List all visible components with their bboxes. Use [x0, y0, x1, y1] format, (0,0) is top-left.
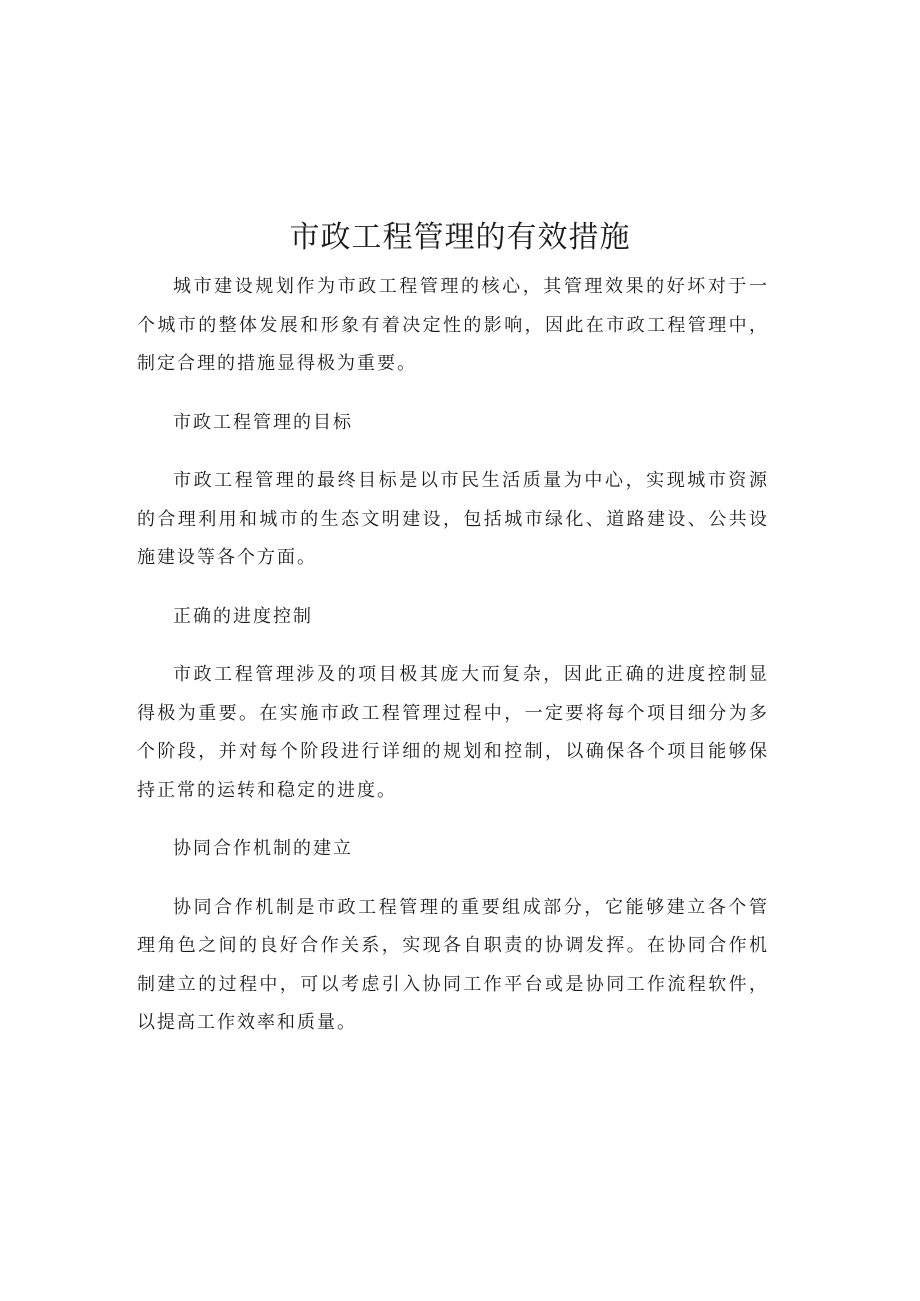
section-paragraph-goal: 市政工程管理的最终目标是以市民生活质量为中心，实现城市资源的合理利用和城市的生态文明建设，包括城市绿化、道路建设、公共设施建设等各个方面。	[137, 470, 769, 568]
section-heading-goal: 市政工程管理的目标	[173, 411, 353, 433]
document-body	[137, 268, 769, 1063]
section-paragraph-schedule-control: 市政工程管理涉及的项目极其庞大而复杂，因此正确的进度控制显得极为重要。在实施市政工程管理过程中，一定要将每个项目细分为多个阶段，并对每个阶段进行详细的规划和控制，以确保各个项目能够保持正常的运转和稳定的进度。	[137, 664, 769, 801]
document-title: 市政工程管理的有效措施	[289, 220, 631, 255]
section-heading-collaboration: 协同合作机制的建立	[173, 838, 353, 859]
section-heading-schedule-control: 正确的进度控制	[173, 605, 313, 627]
intro-paragraph: 城市建设规划作为市政工程管理的核心，其管理效果的好坏对于一个城市的整体发展和形象有着决定性的影响，因此在市政工程管理中，制定合理的措施显得极为重要。	[137, 276, 769, 374]
section-paragraph-collaboration: 协同合作机制是市政工程管理的重要组成部分，它能够建立各个管理角色之间的良好合作关系，实现各自职责的协调发挥。在协同合作机制建立的过程中，可以考虑引入协同工作平台或是协同工作流程软件，以提高工作效率和质量。	[137, 896, 769, 1033]
